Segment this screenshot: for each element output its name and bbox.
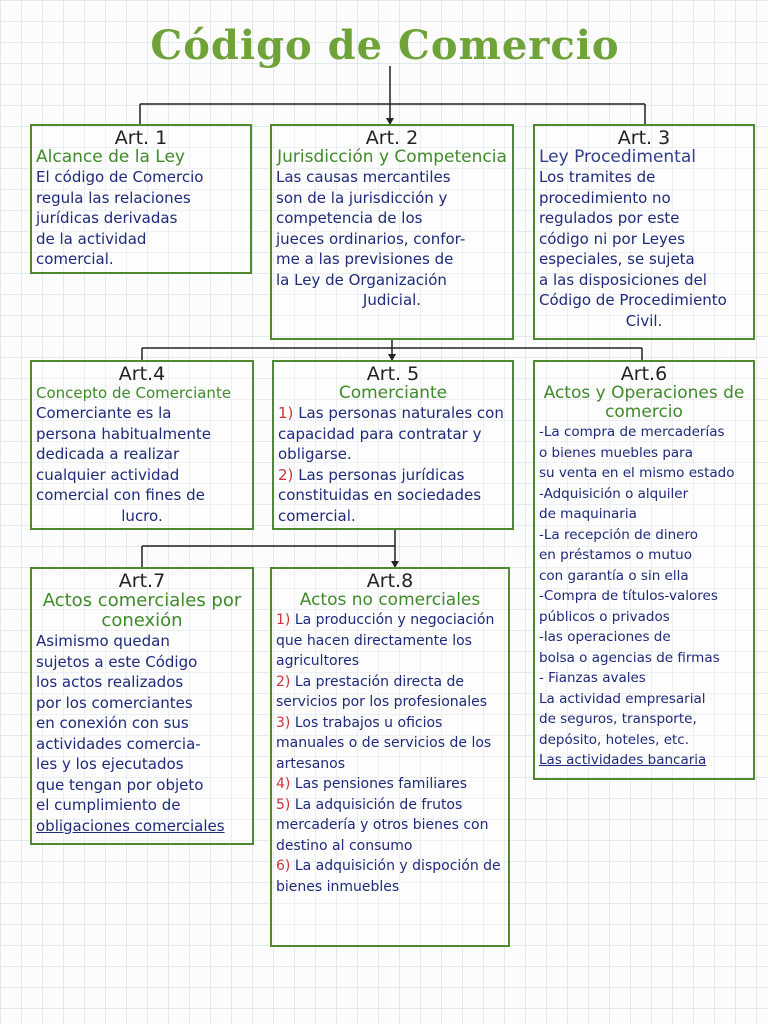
article-1-line: comercial.: [36, 250, 114, 268]
article-2-line: jueces ordinarios, confor-: [276, 229, 466, 248]
article-3-line: Los tramites de: [539, 168, 656, 186]
article-3-line: procedimiento no: [539, 188, 671, 207]
article-7-line: actividades comercia-: [36, 734, 201, 753]
article-8-item-number: 2): [276, 673, 291, 690]
article-6-box: [533, 360, 755, 780]
article-7-heading: Actos comerciales por conexión: [42, 590, 242, 631]
article-5-item-number: 2): [278, 465, 294, 484]
article-3-line: Código de Procedimiento: [539, 291, 727, 309]
article-5-number: Art. 5: [366, 363, 420, 385]
article-3-line: código ni por Leyes: [539, 229, 685, 248]
article-3-box: [533, 124, 755, 340]
article-2-box: [270, 124, 514, 340]
article-8-item-text: La adquisición de frutos mercadería y otros bienes con destino al consumo: [276, 796, 489, 854]
article-7-line: en conexión con sus: [36, 714, 189, 732]
article-1-line: El código de Comercio: [36, 168, 204, 186]
article-5-heading: Comerciante: [338, 383, 448, 403]
article-4-box: [30, 360, 254, 530]
article-4-body: [36, 403, 248, 526]
article-7-number: Art.7: [118, 570, 166, 592]
article-6-body: [539, 422, 749, 771]
article-3-number: Art. 3: [617, 127, 671, 149]
article-6-heading: Actos y Operaciones de comercio: [543, 383, 745, 422]
article-8-box: [270, 567, 510, 947]
article-4-line: Comerciante es la: [36, 404, 172, 422]
article-5-body: [278, 403, 508, 526]
article-2-number: Art. 2: [365, 127, 419, 149]
article-2-line: la Ley de Organización: [276, 270, 447, 289]
article-3-line: a las disposiciones del: [539, 270, 707, 289]
article-8-heading: Actos no comerciales: [299, 590, 481, 610]
article-2-line: Las causas mercantiles: [276, 168, 451, 186]
article-7-line: Asimismo quedan: [36, 632, 170, 650]
article-6-line: su venta en el mismo estado: [539, 465, 735, 481]
article-7-box: [30, 567, 254, 845]
article-8-item-text: La producción y negociación que hacen directamente los agricultores: [276, 612, 495, 669]
article-7-line: les y los ejecutados: [36, 755, 184, 773]
article-5-item-text: Las personas naturales con capacidad para contratar y obligarse.: [278, 404, 504, 463]
article-3-heading: Ley Procedimental: [539, 147, 696, 167]
article-6-line: -las operaciones de: [539, 629, 671, 645]
article-4-heading: Concepto de Comerciante: [36, 384, 232, 402]
article-6-line: con garantía o sin ella: [539, 567, 689, 584]
article-6-line: de seguros, transporte,: [539, 711, 697, 727]
article-8-item-text: Los trabajos u oficios manuales o de servicios de los artesanos: [276, 714, 492, 772]
article-6-line: Las actividades bancaria: [539, 752, 707, 768]
article-6-line: -Compra de títulos-valores: [539, 588, 718, 604]
article-7-line: sujetos a este Código: [36, 652, 198, 671]
article-3-line: Civil.: [625, 311, 663, 330]
article-3-line: especiales, se sujeta: [539, 250, 695, 268]
article-6-line: -La compra de mercaderías: [539, 424, 725, 440]
article-4-line: lucro.: [121, 506, 163, 525]
article-3-line: regulados por este: [539, 209, 680, 227]
article-8-item: [276, 774, 504, 795]
article-8-item: [276, 856, 504, 897]
article-4-line: cualquier actividad: [36, 465, 180, 484]
article-1-heading: Alcance de la Ley: [36, 147, 185, 167]
article-7-line: que tengan por objeto: [36, 775, 204, 794]
article-6-line: depósito, hoteles, etc.: [539, 731, 690, 748]
article-8-item-text: Las pensiones familiares: [294, 776, 468, 792]
article-6-line: bolsa o agencias de firmas: [539, 649, 720, 666]
article-8-item-text: La prestación directa de servicios por los profesionales: [276, 673, 488, 710]
article-8-item-number: 3): [276, 714, 291, 731]
article-1-box: [30, 124, 252, 274]
article-4-line: dedicada a realizar: [36, 445, 180, 463]
article-5-item-number: 1): [278, 404, 294, 422]
article-1-body: [36, 167, 246, 270]
article-3-body: [539, 167, 749, 331]
article-6-line: La actividad empresarial: [539, 690, 706, 707]
article-8-body: [276, 610, 504, 897]
article-8-item: [276, 610, 504, 672]
article-8-item-number: 5): [276, 796, 291, 813]
article-2-line: son de la jurisdicción y: [276, 188, 448, 207]
article-6-number: Art.6: [620, 363, 668, 385]
article-8-item-number: 4): [276, 776, 291, 792]
article-2-line: me a las previsiones de: [276, 250, 454, 268]
article-8-item: [276, 795, 504, 857]
article-8-item-text: La adquisición y dispoción de bienes inmuebles: [276, 858, 501, 895]
article-2-heading: Jurisdicción y Competencia: [277, 147, 507, 167]
article-1-line: jurídicas derivadas: [36, 209, 178, 227]
article-4-number: Art.4: [118, 363, 166, 385]
article-2-line: competencia de los: [276, 209, 423, 227]
page-title: Código de Comercio: [150, 22, 620, 69]
article-6-line: -La recepción de dinero: [539, 526, 698, 543]
article-6-line: en préstamos o mutuo: [539, 547, 692, 563]
article-8-item-number: 6): [276, 858, 291, 874]
article-7-line: los actos realizados: [36, 673, 184, 691]
article-6-line: públicos o privados: [539, 608, 670, 625]
article-1-line: regula las relaciones: [36, 188, 191, 207]
article-7-body: [36, 631, 248, 836]
article-7-line: obligaciones comerciales: [36, 816, 225, 835]
article-7-line: el cumplimiento de: [36, 796, 181, 814]
article-6-line: - Fianzas avales: [539, 670, 646, 686]
article-6-line: de maquinaria: [539, 506, 637, 522]
article-5-item: [278, 403, 508, 465]
article-1-number: Art. 1: [114, 127, 168, 149]
article-6-line: -Adquisición o alquiler: [539, 485, 689, 502]
article-4-line: comercial con fines de: [36, 486, 205, 504]
article-7-line: por los comerciantes: [36, 693, 193, 712]
article-5-item-text: Las personas jurídicas constituidas en sociedades comercial.: [278, 465, 482, 525]
article-8-item-number: 1): [276, 612, 291, 628]
article-2-line: Judicial.: [362, 291, 422, 309]
article-1-line: de la actividad: [36, 229, 147, 248]
article-6-line: o bienes muebles para: [539, 444, 693, 461]
article-4-line: persona habitualmente: [36, 424, 211, 443]
article-5-item: [278, 465, 508, 527]
article-5-box: [272, 360, 514, 530]
article-8-item: [276, 672, 504, 713]
article-2-body: [276, 167, 508, 311]
article-8-item: [276, 713, 504, 775]
article-8-number: Art.8: [366, 570, 414, 592]
